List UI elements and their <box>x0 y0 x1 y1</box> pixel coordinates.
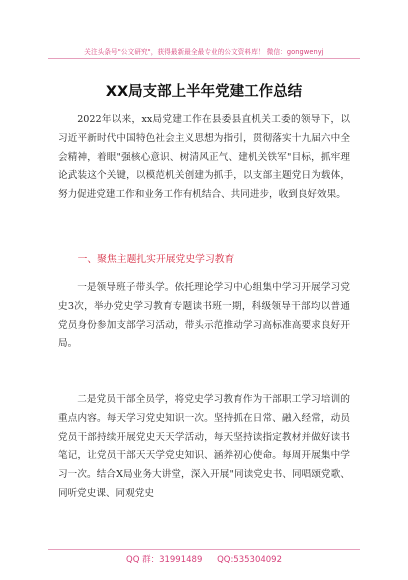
footer-contacts <box>0 553 408 565</box>
body-paragraph-2: 二是党员干部全员学，将党史学习教育作为干部职工学习培训的重点内容。每天学习党史知识一次。坚持抓在日常、融入经常，动员党员干部持续开展党史天天学活动，每天坚持读指定教材并做好读书笔记，让党员干部天天学党史知识、涵养初心使命。每周开展集中学习一次。结合X局业务大讲堂，深入开展"同读党史书、同唱颂党歌、同听党史课、同观党史 <box>58 394 350 499</box>
body-paragraph-1: 一是领导班子带头学。依托理论学习中心组集中学习开展学习党史3次，举办党史学习教育专题读书班一期，科级领导干部均以普通党员身份参加支部学习活动，带头示范推动学习高标准高要求良好开局。 <box>58 282 350 350</box>
footer-qq: QQ:535304092 <box>217 555 282 565</box>
header-divider <box>48 58 360 59</box>
document-title: XX局支部上半年党建工作总结 <box>105 84 303 100</box>
section-heading: 一、聚焦主题扎实开展党史学习教育 <box>77 254 235 265</box>
footer-divider <box>48 549 360 550</box>
header-promo-note: 关注头条号"公文研究"，获得最新最全最专业的公文资料库！ 微信：gongwenyj <box>84 48 324 56</box>
intro-paragraph: 2022年以来，xx局党建工作在县委县直机关工委的领导下，以习近平新时代中国特色社会主义思想为指引，贯彻落实十九届六中全会精神，着眼"强核心意识、树清风正气、建机关铁军"目标，抓牢理论武装这个关键，以模范机关创建为抓手，以支部主题党日为载体，努力促进党建工作和业务工作有机结合、共同进步，收到良好效果。 <box>58 114 350 201</box>
footer-qq-group: QQ 群：31991489 <box>126 555 203 565</box>
